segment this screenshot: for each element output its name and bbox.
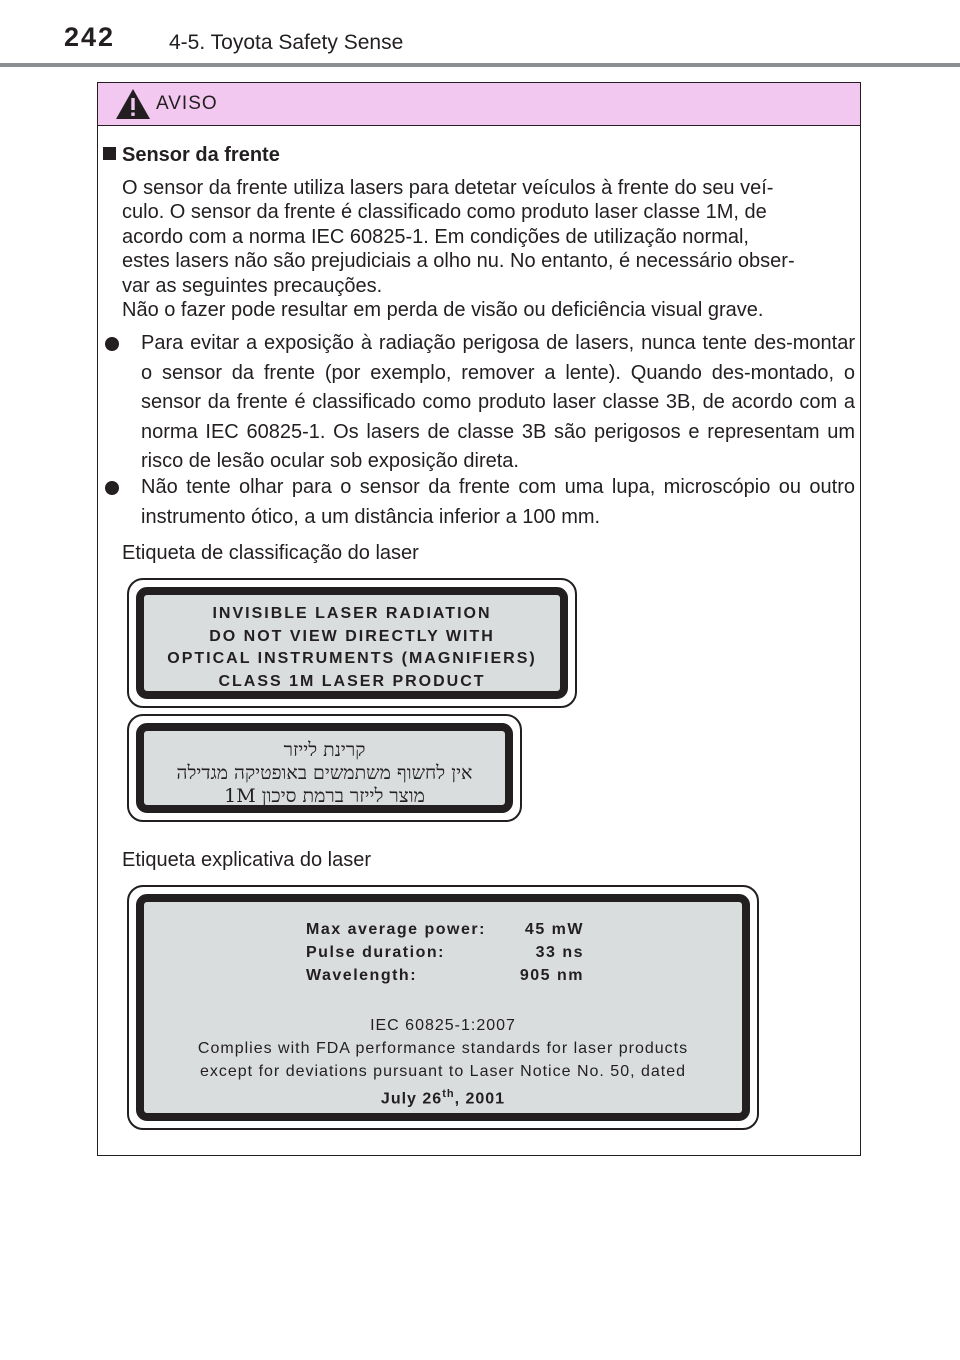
spec-value: 33 ns <box>535 944 584 961</box>
label-line: INVISIBLE LASER RADIATION <box>212 605 492 622</box>
section-heading <box>103 144 280 167</box>
intro-line: estes lasers não são prejudiciais a olho nu. No entanto, é necessário obser- <box>122 250 795 273</box>
date-year: , 2001 <box>454 1090 506 1108</box>
intro-line: O sensor da frente utiliza lasers para detetar veículos à frente do seu veí- <box>122 177 774 199</box>
label-line: OPTICAL INSTRUMENTS (MAGNIFIERS) <box>167 650 537 667</box>
classification-label-hebrew <box>127 714 522 822</box>
bullet-dot-icon <box>105 481 119 495</box>
date-line <box>144 1083 742 1110</box>
intro-line: Não o fazer pode resultar em perda de visão ou deficiência visual grave. <box>122 299 764 322</box>
label-line: קרינת לייזר <box>283 739 366 761</box>
square-bullet-icon <box>103 147 116 160</box>
spec-key: Max average power: <box>306 921 486 938</box>
explanatory-label <box>127 885 759 1130</box>
warning-box <box>97 82 861 1156</box>
compliance-line: except for deviations pursuant to Laser Notice No. 50, dated <box>199 1063 687 1080</box>
heading-text: Sensor da frente <box>122 144 280 166</box>
label-panel <box>136 723 513 813</box>
intro-line: var as seguintes precauções. <box>122 274 383 297</box>
label-panel <box>136 587 568 699</box>
bullet-item <box>105 473 855 532</box>
bullet-text: Não tente olhar para o sensor da frente com uma lupa, microscópio ou outro instrumento ótico, a um distância inferior a 100 mm. <box>141 476 855 528</box>
spec-key: Wavelength: <box>306 967 418 984</box>
compliance-line: Complies with FDA performance standards for laser products <box>197 1040 689 1057</box>
warning-triangle-icon <box>115 88 151 120</box>
classification-label-english <box>127 578 577 708</box>
spec-value: 45 mW <box>524 921 584 938</box>
bullet-text: Para evitar a exposição à radiação perigosa de lasers, nunca tente des-montar o sensor da frente (por exemplo, remover a lente). Quando des-montado, o sensor da frente é classificado como produto laser classe 3B, de acordo com a norma IEC 60825-1. Os lasers de classe 3B são perigosos e representam um risco de lesão ocular sob exposição direta. <box>141 332 855 472</box>
page-number: 242 <box>64 22 116 52</box>
warning-title: AVISO <box>156 93 218 114</box>
label-line: אין לחשוף משתמשים באופטיקה מגדילה <box>176 762 473 784</box>
label-text <box>144 603 560 693</box>
caption-classification: Etiqueta de classificação do laser <box>122 542 419 564</box>
label-line: DO NOT VIEW DIRECTLY WITH <box>209 627 495 645</box>
header-divider <box>0 63 960 67</box>
warning-header <box>98 83 860 126</box>
bullet-dot-icon <box>105 337 119 351</box>
label-text <box>144 739 505 808</box>
label-panel <box>136 894 750 1121</box>
label-line: מוצר לייזר ברמת סיכון 1M <box>224 785 425 807</box>
spec-key: Pulse duration: <box>306 944 445 961</box>
section-title: 4-5. Toyota Safety Sense <box>169 31 404 54</box>
intro-line: acordo com a norma IEC 60825-1. Em condições de utilização normal, <box>122 225 749 248</box>
caption-explanatory: Etiqueta explicativa do laser <box>122 849 372 871</box>
date-prefix: July 26 <box>380 1090 443 1108</box>
compliance-notes <box>144 1014 742 1110</box>
spec-value: 905 nm <box>519 967 584 984</box>
label-line: CLASS 1M LASER PRODUCT <box>218 672 486 690</box>
intro-paragraph <box>122 176 854 322</box>
intro-line: culo. O sensor da frente é classificado como produto laser classe 1M, de <box>122 201 767 224</box>
date-suffix-ordinal: th <box>442 1088 455 1100</box>
page-header <box>0 0 960 70</box>
standard-line: IEC 60825-1:2007 <box>370 1017 516 1034</box>
bullet-item <box>105 329 855 477</box>
